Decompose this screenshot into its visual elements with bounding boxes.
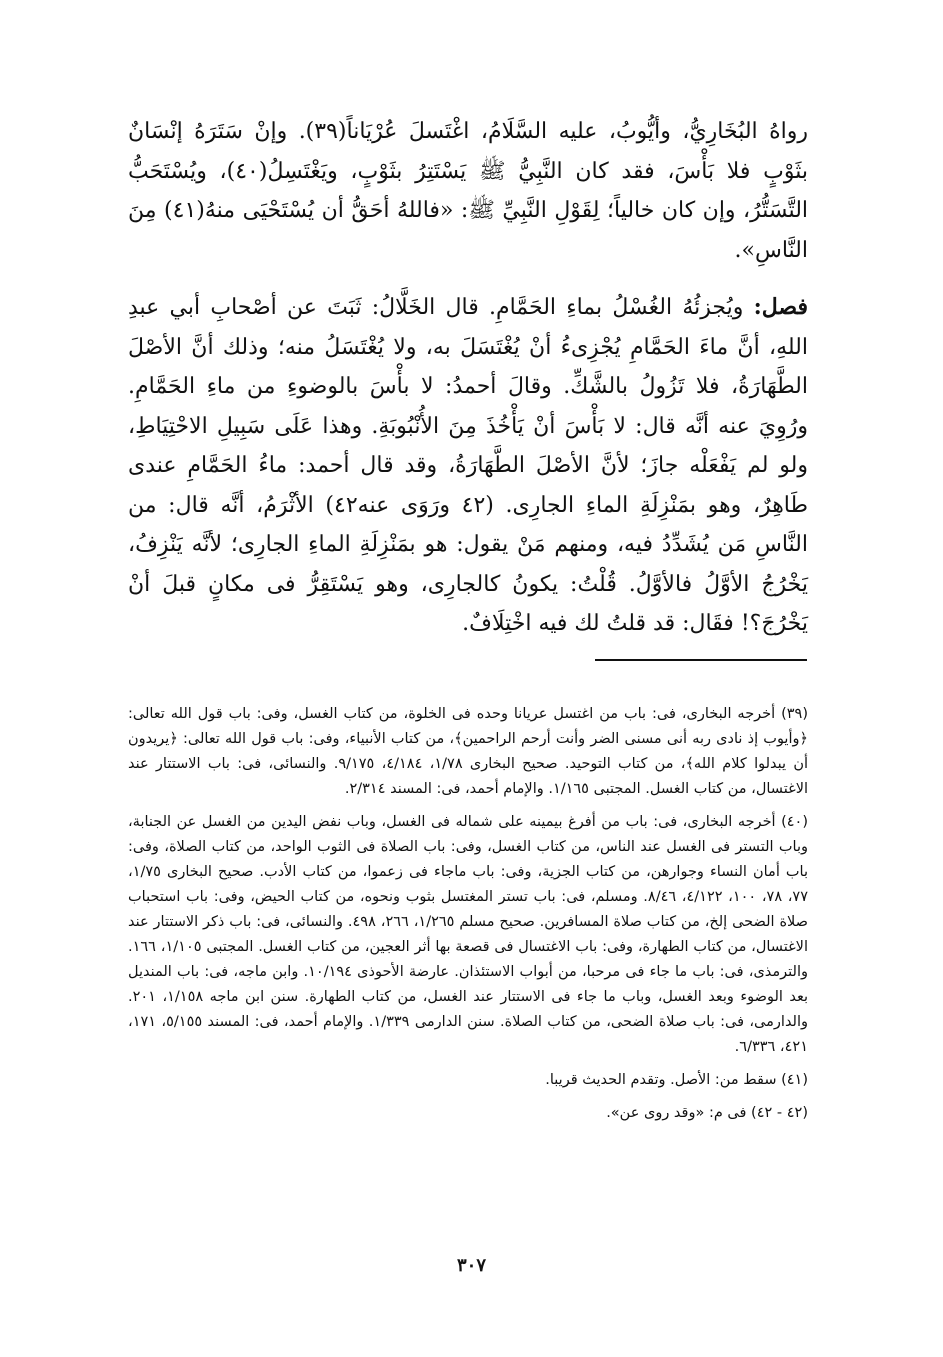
footnote-42: (٤٢ - ٤٢) فى م: «وقد روى عن». xyxy=(606,1105,808,1121)
paragraph-1: رواهُ البُخَارِيُّ، وأيُّوبُ، عليه السَّلَامُ، اغْتَسلَ عُرْيَاناً(٣٩). وإنْ سَتَرَهُ إنْسَانٌ بثَوْبٍ فلا بَأْسَ، فقد كان النَّبِيُّ ﷺ يَسْتَتِرُ بثَوْبٍ، ويَغْتَسِلُ(٤٠)، ويُسْتَحَبُّ التَّسَتُّرُ، وإن كان خالياً؛ لِقَوْلِ النَّبِيِّ ﷺ: «فاللهُ أحَقُّ أن يُسْتَحْيَى منهُ(٤١) مِنَ النَّاسِ». xyxy=(128,119,809,263)
paragraph-2 xyxy=(128,288,808,644)
footnote-separator xyxy=(595,659,807,661)
section-heading: فصل: xyxy=(753,294,808,320)
footnote-41: (٤١) سقط من: الأصل. وتقدم الحديث قريبا. xyxy=(545,1072,808,1088)
page-number: ٣٠٧ xyxy=(456,1255,486,1276)
footnotes xyxy=(128,702,808,1134)
footnote-39: (٣٩) أخرجه البخارى، فى: باب من اغتسل عريانا وحده فى الخلوة، من كتاب الغسل، وفى: باب قول الله تعالى: ﴿وأيوب إذ نادى ربه أنى مسنى الضر وأنت أرحم الراحمين﴾، من كتاب الأنبياء، وفى: باب قول الله تعالى: ﴿يريدون أن يبدلوا كلام الله﴾، من كتاب التوحيد. صحيح البخارى ١/٧٨، ٤/١٨٤، ٩/١٧٥. والنسائى، فى: باب الاستتار عند الاغتسال، من كتاب الغسل. المجتبى ١/١٦٥. والإمام أحمد، فى: المسند ٢/٣١٤. xyxy=(128,706,808,797)
paragraph-2-text: ويُجزئُهُ الغُسْلُ بماءِ الحَمَّامِ. قال الخَلَّالُ: ثَبَتَ عن أصْحابِ أبي عبدِ اللهِ، أنَّ ماءَ الحَمَّامِ يُجْزِىءُ أنْ يُغْتَسَلَ به، ولا يُغْتَسَلُ منه؛ وذلك أنَّ الأصْلَ الطَّهَارَةُ، فلا تَزُولُ بالشَّكِّ. وقالَ أحمدُ: لا بأْسَ بالوضوءِ من ماءِ الحَمَّامِ. ورُوِيَ عنه أنَّه قال: لا بَأْسَ أنْ يَأْخُذَ مِنَ الأُنْبُوبَةِ. وهذا عَلَى سَبِيلِ الاحْتِيَاطِ، ولو لم يَفْعَلْه جازَ؛ لأنَّ الأصْلَ الطَّهَارَةُ، وقد قال أحمد: ماءُ الحَمَّامِ عندى طَاهِرٌ، وهو بمَنْزِلَةِ الماءِ الجارِى. (٤٢ ورَوَى عنه٤٢) الأثْرَمُ، أنَّه قال: من النَّاسِ مَن يُشَدِّدُ فيه، ومنهم مَنْ يقول: هو بمَنْزِلَةِ الماءِ الجارِى؛ لأنَّه يَنْزِفُ، يَخْرُجُ الأوَّلُ فالأوَّلُ. قُلْتُ: يكونُ كالجارِى، وهو يَسْتَقِرُّ فى مكانٍ قبلَ أنْ يَخْرُجَ؟! فقَال: قد قلتُ لك فيه اخْتِلَافٌ. xyxy=(128,295,809,636)
main-text-body xyxy=(128,112,808,644)
footnote-40: (٤٠) أخرجه البخارى، فى: باب من أفرغ بيمينه على شماله فى الغسل، وباب نفض اليدين من الغسل عن الجنابة، وباب التستر فى الغسل عند الناس، من كتاب الغسل، وفى: باب الصلاة فى الثوب الواحد، من كتاب الصلاة، وفى: باب أمان النساء وجوارهن، من كتاب الجزية، وفى: باب ماجاء فى زعموا، من كتاب الأدب. صحيح البخارى ١/٧٥، ٧٧، ٧٨، ١٠٠، ٤/١٢٢، ٨/٤٦. ومسلم، فى: باب تستر المغتسل بثوب ونحوه، من كتاب الحيض، وفى: باب استحباب صلاة الضحى إلخ، من كتاب صلاة المسافرين. صحيح مسلم ١/٢٦٥، ٢٦٦، ٤٩٨. والنسائى، فى: باب ذكر الاستتار عند الاغتسال، من كتاب الطهارة، وفى: باب الاغتسال فى قصعة بها أثر العجين، من كتاب الغسل. المجتبى ١/١٠٥، ١٦٦. والترمذى، فى: باب ما جاء فى مرحبا، من أبواب الاستئذان. عارضة الأحوذى ١٠/١٩٤. وابن ماجه، فى: باب المنديل بعد الوضوء وبعد الغسل، وباب ما جاء فى الاستتار عند الغسل، من كتاب الطهارة. سنن ابن ماجه ١/١٥٨، ٢٠١. والدارمى، فى: باب صلاة الضحى، من كتاب الصلاة. سنن الدارمى ١/٣٣٩. والإمام أحمد، فى: المسند ٥/١٥٥، ١٧١، ٤٢١، ٦/٣٣٦. xyxy=(128,814,809,1055)
